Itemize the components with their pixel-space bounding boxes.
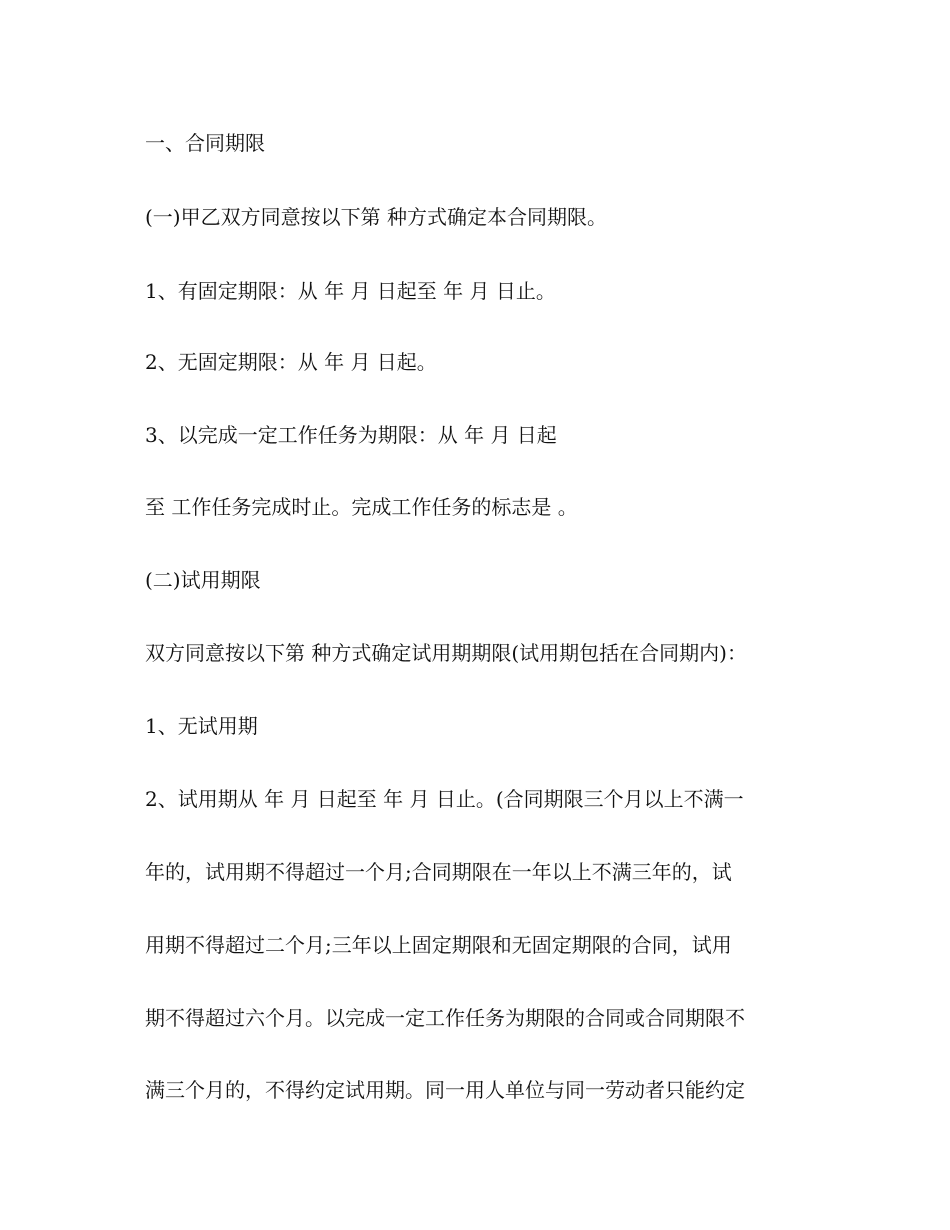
clause-probation-period-line-5: 满三个月的，不得约定试用期。同一用人单位与同一劳动者只能约定 [145,1078,745,1102]
clause-probation-period-line-3: 用期不得超过二个月;三年以上固定期限和无固定期限的合同，试用 [145,933,732,957]
clause-probation-period-line-4: 期不得超过六个月。以完成一定工作任务为期限的合同或合同期限不 [145,1006,745,1030]
clause-probation-period: 2、试用期从 年 月 日起至 年 月 日止。(合同期限三个月以上不满一 [145,787,744,811]
clause-task-based-term-continued: 至 工作任务完成时止。完成工作任务的标志是 。 [145,495,578,519]
clause-no-probation: 1、无试用期 [145,714,258,738]
subsection-heading-probation: (二)试用期限 [145,568,261,592]
paragraph-probation-method: 双方同意按以下第 种方式确定试用期期限(试用期包括在合同期内)： [145,641,747,665]
clause-probation-period-line-2: 年的，试用期不得超过一个月;合同期限在一年以上不满三年的，试 [145,860,732,884]
section-heading-contract-term: 一、合同期限 [145,131,265,155]
clause-open-ended-term: 2、无固定期限：从 年 月 日起。 [145,350,437,374]
clause-fixed-term: 1、有固定期限：从 年 月 日起至 年 月 日止。 [145,279,556,303]
subsection-heading-term-method: (一)甲乙双方同意按以下第 种方式确定本合同期限。 [145,205,607,229]
clause-task-based-term: 3、以完成一定工作任务为期限：从 年 月 日起 [145,423,557,447]
